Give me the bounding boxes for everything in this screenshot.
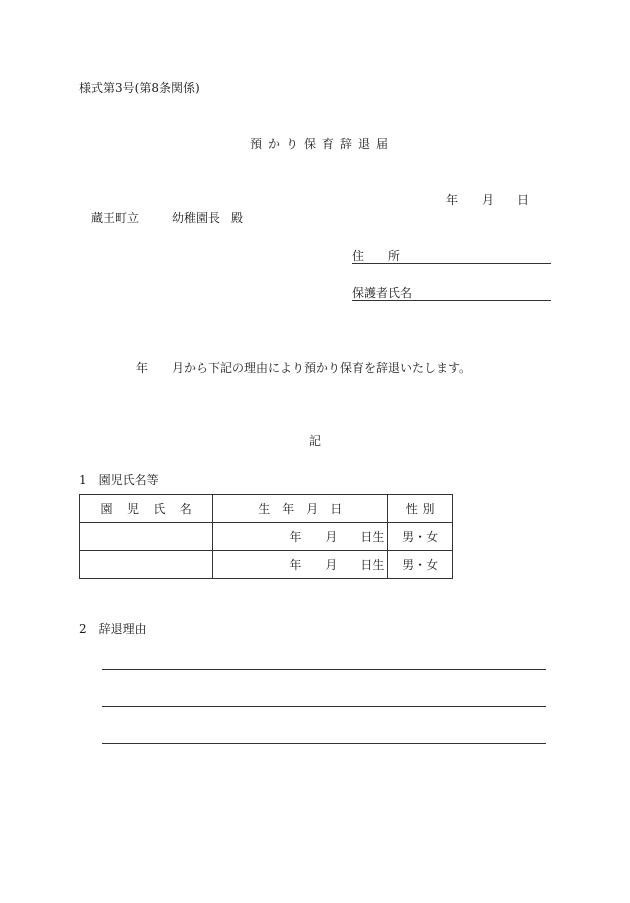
- children-table: [79, 494, 453, 579]
- header-child-name: [80, 495, 213, 523]
- statement-body: 月から下記の理由により預かり保育を辞退いたします。: [172, 361, 472, 375]
- reason-line-2[interactable]: [102, 706, 546, 707]
- section1-heading: 1 園児氏名等: [79, 473, 159, 487]
- sex-cell[interactable]: 男・女: [388, 551, 453, 579]
- reason-line-3[interactable]: [102, 743, 546, 744]
- dob-day-label: 日生: [360, 558, 385, 572]
- child-name-cell[interactable]: [80, 551, 213, 579]
- guardian-name-underline: [352, 300, 551, 301]
- header-sex: [388, 495, 453, 523]
- address-label: 住 所: [352, 249, 401, 263]
- header-dob-text: 生年月日: [258, 501, 355, 516]
- dob-day-label: 日生: [360, 530, 385, 544]
- document-title: 預かり保育辞退届: [250, 137, 395, 151]
- dob-year-label: 年: [289, 558, 302, 572]
- header-sex-text: 性別: [405, 501, 440, 516]
- addressee-honorific: 殿: [231, 211, 244, 225]
- child-name-cell[interactable]: [80, 523, 213, 551]
- sex-cell[interactable]: 男・女: [388, 523, 453, 551]
- dob-month-label: 月: [325, 558, 338, 572]
- form-number: 様式第3号(第8条関係): [79, 81, 200, 95]
- reason-line-1[interactable]: [102, 669, 546, 670]
- dob-year-label: 年: [289, 530, 302, 544]
- date-year-label: 年: [446, 193, 459, 207]
- table-row: [80, 523, 453, 551]
- address-underline: [352, 263, 551, 264]
- statement-year: 年: [136, 361, 149, 375]
- dob-cell[interactable]: [213, 523, 388, 551]
- ki-label: 記: [309, 434, 322, 448]
- table-header-row: [80, 495, 453, 523]
- section2-heading: 2 辞退理由: [79, 622, 147, 636]
- header-dob: [213, 495, 388, 523]
- guardian-name-label: 保護者氏名: [352, 286, 413, 300]
- addressee-town: 蔵王町立: [91, 211, 140, 225]
- dob-cell[interactable]: [213, 551, 388, 579]
- dob-month-label: 月: [325, 530, 338, 544]
- header-child-name-text: 園児氏名: [100, 501, 207, 516]
- addressee-principal: 幼稚園長: [172, 211, 221, 225]
- date-day-label: 日: [517, 193, 530, 207]
- table-row: [80, 551, 453, 579]
- date-month-label: 月: [482, 193, 495, 207]
